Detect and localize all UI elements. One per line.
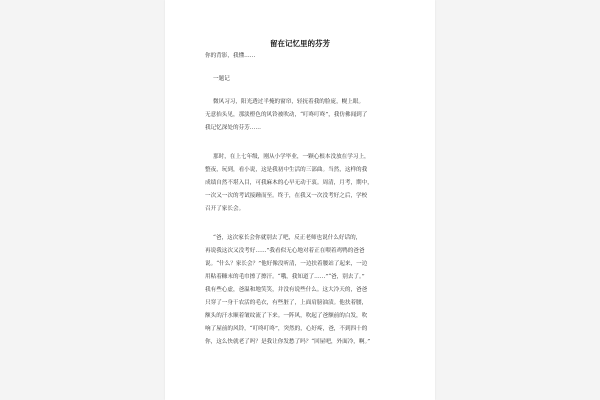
document-title: 留在记忆里的芬芳 (270, 39, 330, 48)
paragraph-line: 说。“什么？家长会？”他好像没听清，一边扶着腰站了起来，一边 (205, 261, 368, 267)
paragraph-line: 整夜，玩到，看小说，这是我初中生活的三部曲。当然，这样的我 (205, 167, 368, 173)
paragraph-line: 无意抬头见，那淡橙色的风铃被吹动，“叮咚叮咚”，我仿佛闻到了 (205, 112, 368, 118)
paragraph-line: 成绩自然不堪入目，可我麻木的心早无动于衷。周清，月考，期中， (205, 180, 373, 186)
paragraph-line: 一次又一次的考试接踵而至。终于，在我又一次没考好之后，学校 (205, 193, 368, 199)
paragraph-line: 那时，在上七年级，刚从小学毕业，一颗心根本没放在学习上， (213, 154, 370, 160)
paragraph-line: 响了屋前的风铃，“叮咚叮咚”，突然的，心好疼，爸，不到四十的 (205, 326, 368, 332)
paragraph-line: 我有些心虚，爸温和地笑笑，并没有说些什么。这大冷天的，爸爸 (205, 287, 368, 293)
paragraph-line: 用粘着糠末的毛巾擦了擦汗。“哦，我知道了……”“爸，别去了。” (205, 274, 365, 280)
section-heading: 一题记 (213, 76, 230, 82)
paragraph-line: 我记忆深处的芬芳…… (205, 125, 261, 131)
paragraph-line: 再说我这次又没考好……”我看似无心地对着正在喂着鸡鸭的爸爸 (205, 248, 365, 254)
paragraph-line: 微风习习，阳光透过半掩的窗帘，轻抚着我的脸庞，幌上眼。 (213, 99, 365, 105)
paragraph-line: 只穿了一身干农活的毛衣，有些脏了，上面肩膀油渍。他扶着腰， (205, 300, 368, 306)
paragraph-line: 额头的汗水顺着皱纹流了下来。一阵风，吹起了爸额前的白发，吹 (205, 313, 368, 319)
intro-line: 你的背影，我懂…… (205, 53, 256, 59)
paragraph-line: 你，这么快就老了吗？是我让你发愁了吗？“回屋吧，外面冷，啊。” (205, 339, 371, 345)
document-page (165, 0, 435, 400)
paragraph-line: “爸，这次家长会你就别去了吧，反正老师也说什么好话的， (213, 235, 362, 241)
paragraph-line: 召开了家长会。 (205, 206, 245, 212)
